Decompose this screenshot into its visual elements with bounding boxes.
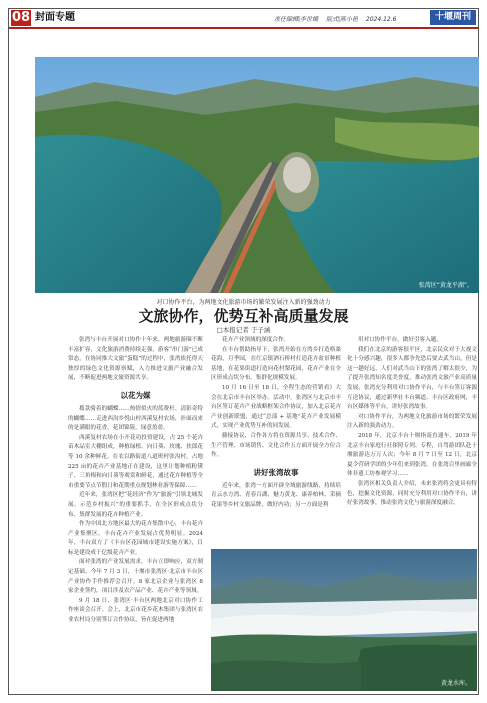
paragraph: 2018 年，北京丰台十堰指南直通车，2019 年北京丰台家庭行社探照专列、专程，自驾游团队赴十堰旅游达万万人次；今年 8 月 7 日至 12 日，北京夏令营研学团的少年们来到张湾，在张湾百里画廊全体非遗工坊参观学习…… — [347, 432, 477, 478]
page-number: 08 — [11, 10, 31, 25]
paragraph: 用对口协作平台，做好引客入题。 — [358, 337, 442, 343]
subheading: 以花为媒 — [120, 390, 151, 400]
paragraph: 对口协作平台，为两地文化旅游市场的繁荣发展注入新的强劲动力。 — [347, 413, 477, 430]
paragraph: 在丰台帮助指导下，张湾开始在方湾乡打造格桑花海，月季园，在红京镇酒石桥村打造花卉盆景种植基地，在花果街道打造向花村梨花园，花卉产业在全区形成点状分布，集群化规模发展。 — [211, 346, 341, 382]
paragraph: 张湾与丰台开展对口协作十年来，两地旅游圈不断丰富扩容，文化旅游消费持续走强，游客“串门游”已成常态。在协同推大文旅“蛋糕”的过程中，张湾依托得天独厚的绿色文化资源禀赋，入力推进文旅产业融合发展，不断促进两地文旅资源共享。 — [68, 337, 203, 382]
paragraph: 近年来，张湾区把“花经济”作为“旅游”引领北城发展、示范乡村振兴”的重要抓手，在全区形成点状分布、集群发展的花卉种植产业。 — [68, 492, 203, 518]
hero-photo-art — [35, 57, 479, 293]
hero-photo — [35, 57, 479, 293]
editor-credit: 责任编辑|李世娥 — [274, 16, 319, 23]
paragraph: 10 月 16 日至 18 日，全程生态的营销看》大会在北京市丰台区举办。活动中，张湾区与北京市丰台区签订花卉产业战略框架合作协议，加入北京花卉产业创新联盟，通过“总部 + 基地”花卉产业发展模式，实现产业优势互补的同发展。 — [211, 384, 341, 430]
hero-caption: 张湾区“黄龙平湖”。 — [418, 282, 473, 289]
layout-credit: 版式|陈小艳 — [325, 16, 358, 23]
reservoir-caption: 黄龙水库。 — [440, 680, 471, 687]
brand-logo: 十堰周刊 — [430, 10, 476, 25]
paragraph: 拨款骑着的蝴蝶……热情似火的蓝费杆、清影奇特的蝴蝶……走进西沟乡悦山村西溪复村农场，扑面而来的是满眼的花香，花团锦簇，绿意盈盈。 — [68, 405, 203, 432]
header-meta — [274, 14, 402, 23]
subheading: 讲好张湾故事 — [253, 467, 299, 477]
article-byline: □本报记者 于子涵 — [216, 326, 271, 334]
paragraph: 花卉产业领域的深度合作。 — [222, 337, 290, 343]
paragraph: 藤接协议，合作各方将在资源共享、技术合作、生产管理、市场销售、文化合作五方面开展全方位合作。 — [211, 432, 341, 459]
issue-date: 2024.12.6 — [365, 16, 397, 23]
paragraph: 我们在北京的游客很平区，北京民众对于大视文化十分感兴趣，很多人都争先恐后要去武当山，但是这一趟好远，人们对武当山下的张湾了解太很少，为了提升张湾知名度美誉度，推动张湾文旅产业高质量发展，张湾充分利用对口协作平台，与丰台签订客源互送协议，通过新华社丰台频道、丰台区政府网，丰台区媒体等平台，讲好张湾故事。 — [347, 346, 477, 411]
paragraph: 近年来，张湾一方面开辟全域旅游线路，持续培育云水方湾、青春百湖、魅力黄龙、康养柏林、采摘花果等乡村文旅品牌，做好内功；另一方面是利 — [211, 482, 341, 508]
paragraph: 张湾区相关负责人介绍，未来张湾将会更具有特色，挖掘文化资源，同时充分利用对口协作平台，讲好张湾故事，推动张湾文化与旅游深度融合。 — [347, 480, 477, 507]
reservoir-photo — [211, 549, 477, 691]
reservoir-photo-art — [211, 549, 477, 691]
text-column-2 — [211, 336, 341, 511]
paragraph: 作为中国北方地区最大的花卉集散中心，丰台花卉产业集聚区。丰台花卉产业发展占优势明显。2024 年，丰台双方了《丰台区花园城市建设实施方案》，目标是建设成千亿级花卉产业。 — [68, 521, 203, 556]
paragraph: 9 月 18 日，张湾区·丰台区两地北京对口协作工作座谈会召开。会上，北京市花乡花木集团与张湾区农业农村局分别签订合作协议，旨在促进两地 — [68, 597, 203, 624]
text-column-3 — [347, 336, 477, 509]
newspaper-page — [8, 8, 479, 695]
article-title: 文旅协作，优势互补高质量发展 — [138, 307, 349, 325]
section-title: 封面专题 — [35, 12, 75, 23]
article-deck: 对口协作平台，为两地文化旅游市场的繁荣发展注入新的强劲动力 — [156, 299, 331, 306]
page-header — [9, 9, 478, 29]
paragraph: 面对张湾的产业发展需求，丰台立即响应，双方制定基础。今年 7 月 3 日，十堰市张湾区·北京市丰台区产业协作手作推荐会召开。8 家北京企业与张湾区 8 家企业签约，项目涉及农产品产业、花卉产业等领域。 — [68, 559, 203, 595]
text-column-1 — [68, 336, 203, 626]
paragraph: 西溪复村农场在小开花功投资建设，占 25 个花卉苗木品室大棚组成，种植绿植、向日葵、玫瑰、扶郎花等 10 余种鲜花。在农以路街道八道班村张沟村，占地 225 亩的花卉产业基地正在建设，这里计划种植粉黛子、三角梅和向日葵等观赏和鲜花，通过花卉种植等全市重要节点节假日和花期重点规划林业游等保障…… — [68, 434, 203, 489]
